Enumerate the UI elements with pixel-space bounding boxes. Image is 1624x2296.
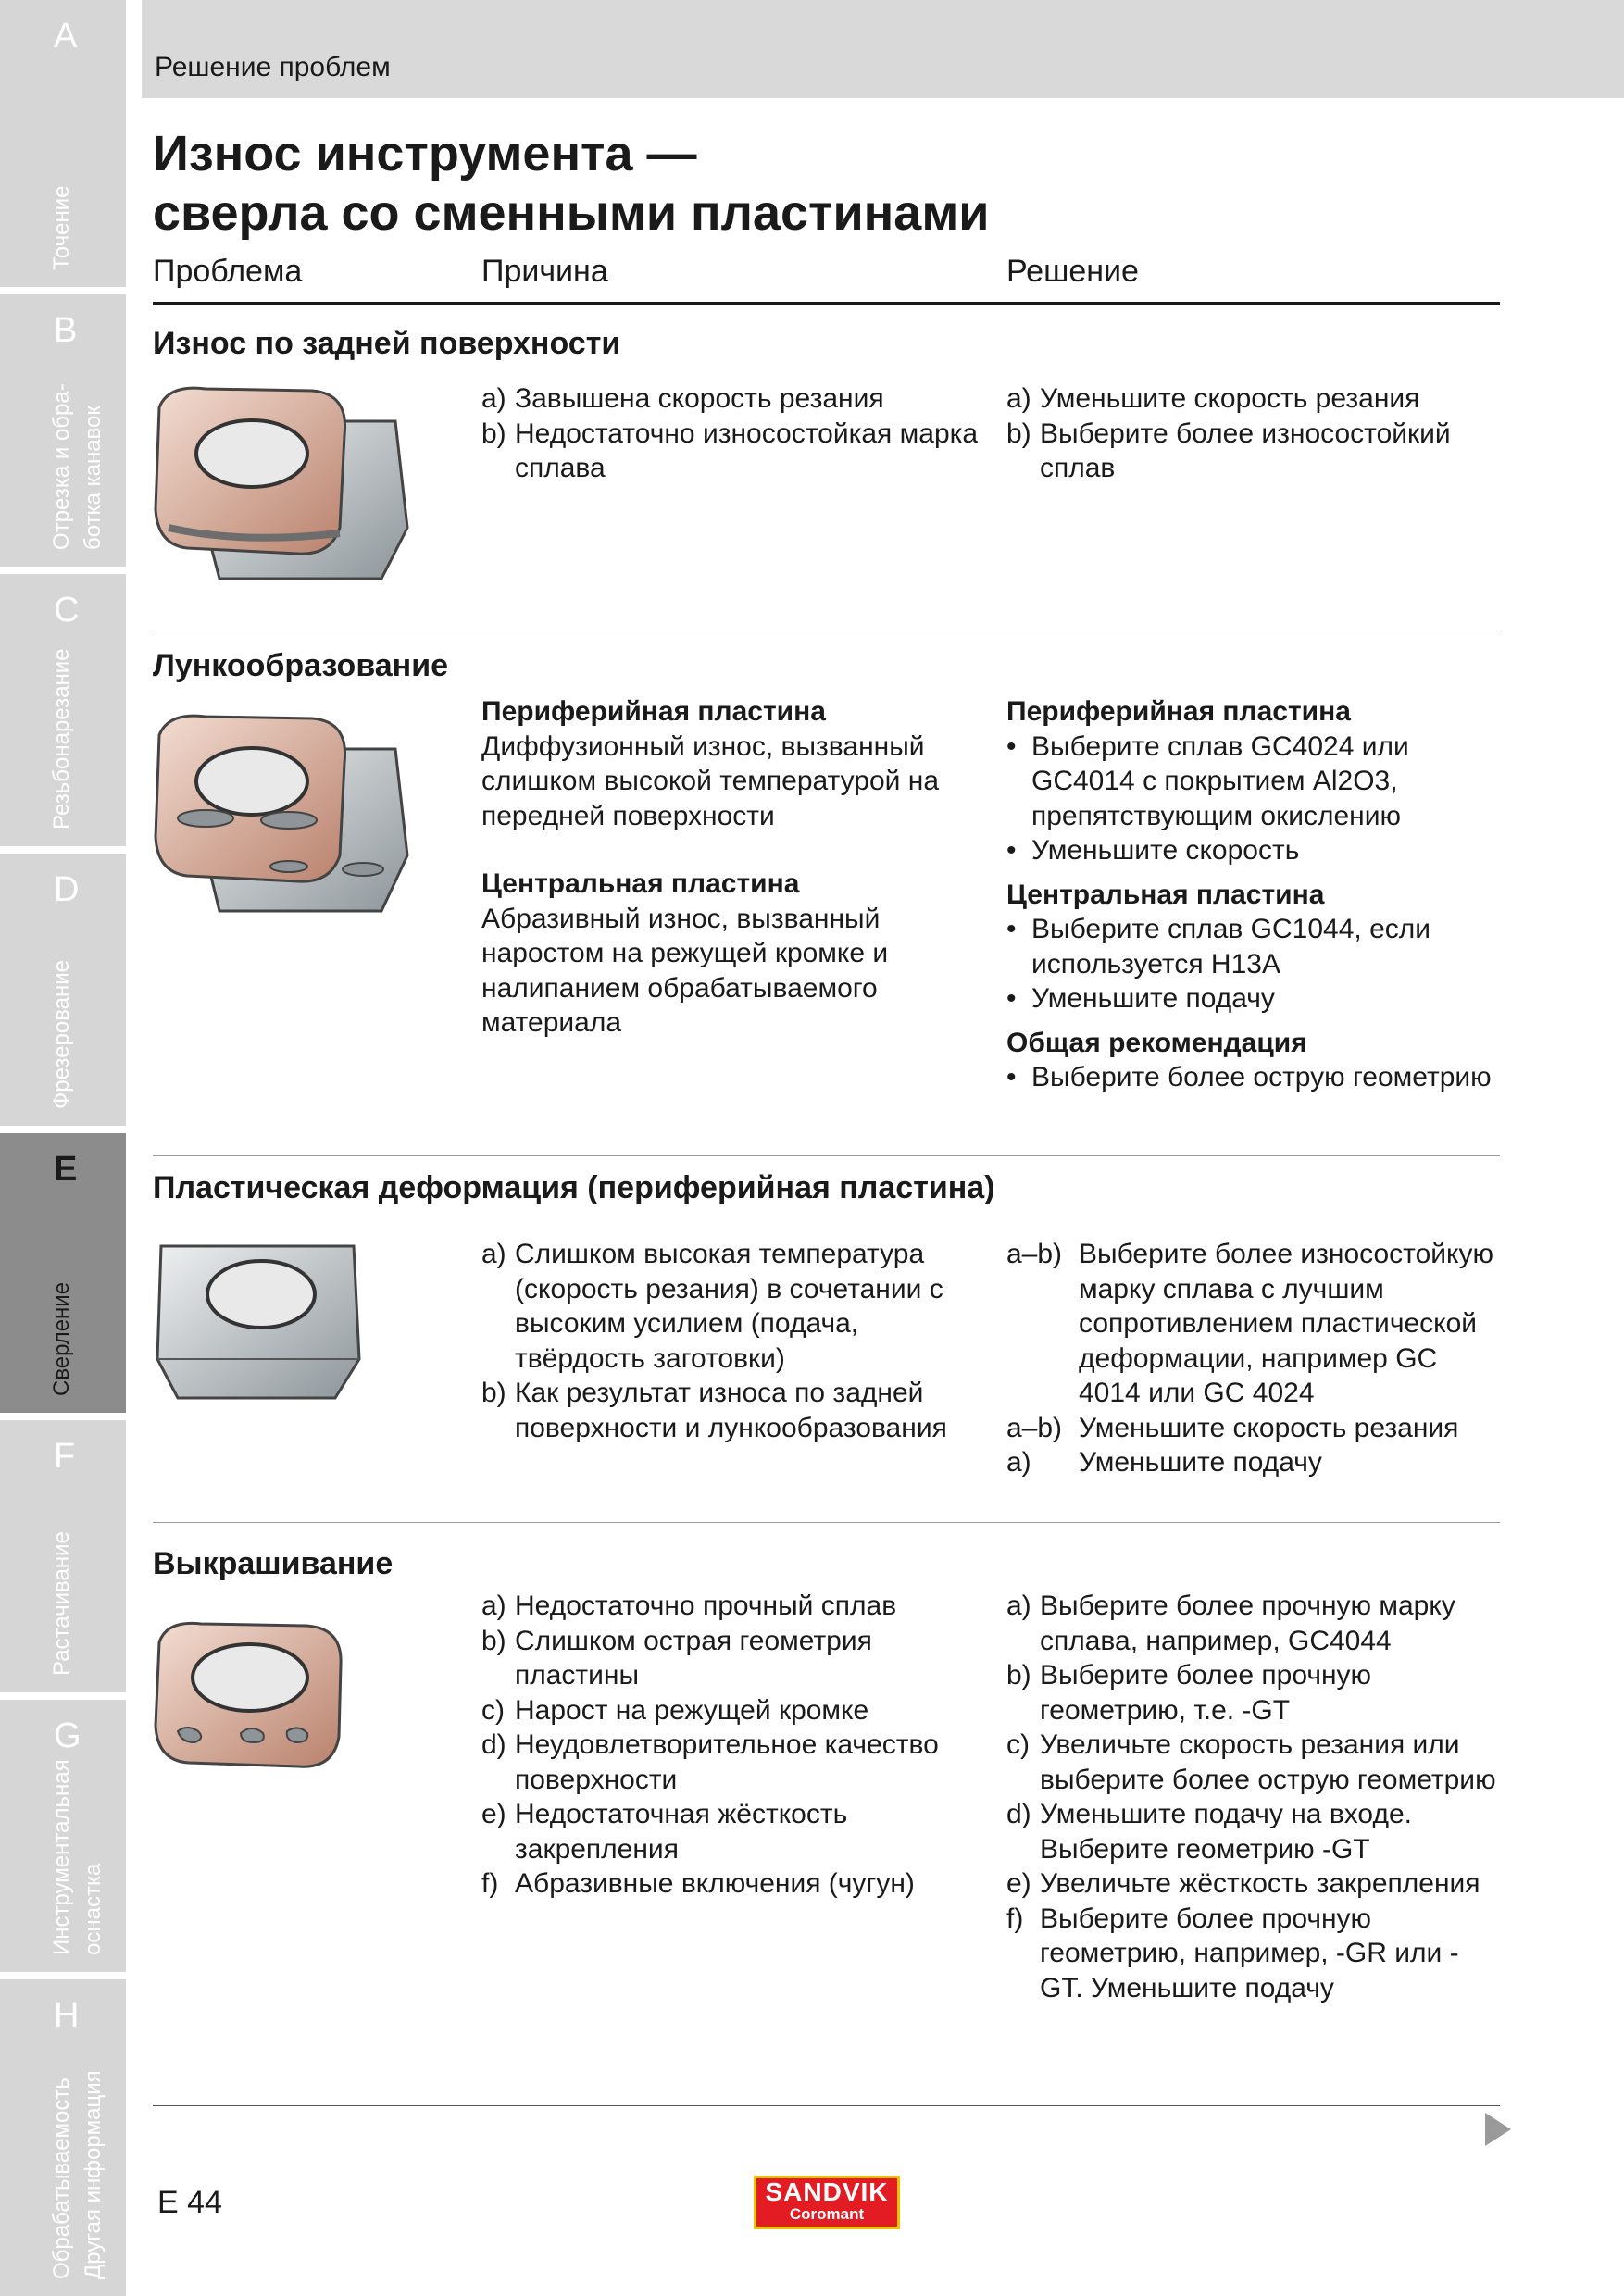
solution-groups: Периферийная пластина • Выберите сплав GC4024 или GC4014 с покрытием Al2O3, препятствующим окислению • Уменьшите скорость Центральная пластина • Выберите сплав GC1044, если используется H13A • Уменьшите подачу Общая рекомендация • Выберите более острую геометрию xyxy=(1006,694,1502,1095)
next-page-arrow-icon[interactable] xyxy=(1485,2113,1511,2146)
tab-machinability[interactable] xyxy=(0,1979,126,2296)
plastic-deformation-insert-image xyxy=(150,1239,365,1404)
solution-group-head: Общая рекомендация xyxy=(1006,1027,1307,1058)
tab-letter: C xyxy=(54,591,80,630)
tab-letter: F xyxy=(54,1437,76,1476)
tab-label: Фрезерование xyxy=(49,959,74,1109)
section-title: Износ по задней поверхности xyxy=(153,326,621,361)
tab-label: Сверление xyxy=(49,1281,74,1396)
header-section: Решение проблем xyxy=(155,52,391,82)
cause-list: a) Завышена скорость резания b) Недостаточно износостойкая марка сплава xyxy=(481,383,979,483)
page-title xyxy=(153,124,989,243)
solution-list: a) Уменьшите скорость резания b) Выберите более износостойкий сплав xyxy=(1006,383,1451,483)
cause-groups xyxy=(481,694,981,1041)
tab-tooling[interactable] xyxy=(0,1700,126,1972)
tab-milling[interactable] xyxy=(0,854,126,1126)
tab-label: Инструментальная оснастка xyxy=(49,1759,106,1955)
section-title: Лункообразование xyxy=(153,648,449,683)
page-title-line2: сверла со сменными пластинами xyxy=(153,185,990,241)
section-rule xyxy=(153,1155,1500,1156)
section-title: Выкрашивание xyxy=(153,1546,394,1581)
tab-letter: B xyxy=(54,311,78,350)
tab-letter: D xyxy=(54,870,80,909)
tab-grooving[interactable] xyxy=(0,294,126,567)
cause-group-head: Периферийная пластина xyxy=(481,696,826,727)
page-title-line1: Износ инструмента — xyxy=(153,126,697,181)
tab-label: Отрезка и обра- ботка канавок xyxy=(49,383,106,550)
column-head-problem: Проблема xyxy=(153,254,303,289)
solution-group-head: Центральная пластина xyxy=(1006,879,1325,910)
cause-group-text: Диффузионный износ, вызванный слишком высокой температурой на передней поверхности xyxy=(481,730,940,831)
tab-turning[interactable] xyxy=(0,0,126,287)
bottom-rule xyxy=(153,2105,1500,2106)
crater-wear-insert-image xyxy=(150,707,418,922)
tab-label: Растачивание xyxy=(49,1531,74,1676)
tab-label: Резьбонарезание xyxy=(49,648,74,830)
solution-list: a–b) Выберите более износостойкую марку сплава с лучшим сопротивлением пластической деформации, например GC 4014 или GC 4024 a–b) Уменьшите скорость резания a) Уменьшите подачу xyxy=(1006,1239,1493,1478)
tab-drilling[interactable] xyxy=(0,1133,126,1413)
tab-letter: A xyxy=(54,17,78,56)
tab-label: Обрабатываемость Другая информация xyxy=(49,2070,106,2279)
section-title: Пластическая деформация (периферийная пластина) xyxy=(153,1170,995,1205)
tab-label: Точение xyxy=(49,185,74,270)
column-head-solution: Решение xyxy=(1006,254,1139,289)
sandvik-logo: SANDVIK Coromant xyxy=(754,2176,900,2229)
cause-group-text: Абразивный износ, вызванный наростом на режущей кромке и налипанием обрабатываемого материала xyxy=(481,903,889,1038)
section-tabs xyxy=(0,0,126,2296)
cause-list: a) Недостаточно прочный сплав b) Слишком острая геометрия пластины c) Нарост на режущей кромке d) Неудовлетворительное качество поверхности e) Недостаточная жёсткость закрепления f) Абразивные включения (чугун) xyxy=(481,1591,939,1899)
flank-wear-insert-image xyxy=(150,380,418,593)
solution-list: a) Выберите более прочную марку сплава, например, GC4044 b) Выберите более прочную геометрию, т.е. -GT c) Увеличьте скорость резания или выберите более острую геометрию d) Уменьшите подачу на входе. Выберите геометрию -GT e) Увеличьте жёсткость закрепления f) Выберите более прочную геометрию, например, -GR или -GT. Уменьшите подачу xyxy=(1006,1591,1496,2003)
header-bar xyxy=(142,0,1624,98)
section-rule xyxy=(153,1522,1500,1523)
tab-letter: G xyxy=(54,1716,81,1755)
page-number: E 44 xyxy=(157,2185,222,2220)
tab-threading[interactable] xyxy=(0,574,126,846)
header-rule xyxy=(153,302,1500,305)
tab-boring[interactable] xyxy=(0,1420,126,1692)
solution-group-head: Периферийная пластина xyxy=(1006,696,1351,727)
cause-list: a) Слишком высокая температура (скорость резания) в сочетании с высоким усилием (подача, твёрдость заготовки) b) Как результат износа по задней поверхности и лункообразования xyxy=(481,1239,947,1443)
column-head-cause: Причина xyxy=(481,254,608,289)
chipping-insert-image xyxy=(150,1616,352,1774)
tab-letter: E xyxy=(54,1150,78,1189)
cause-group-head: Центральная пластина xyxy=(481,868,800,899)
tab-letter: H xyxy=(54,1996,80,2035)
